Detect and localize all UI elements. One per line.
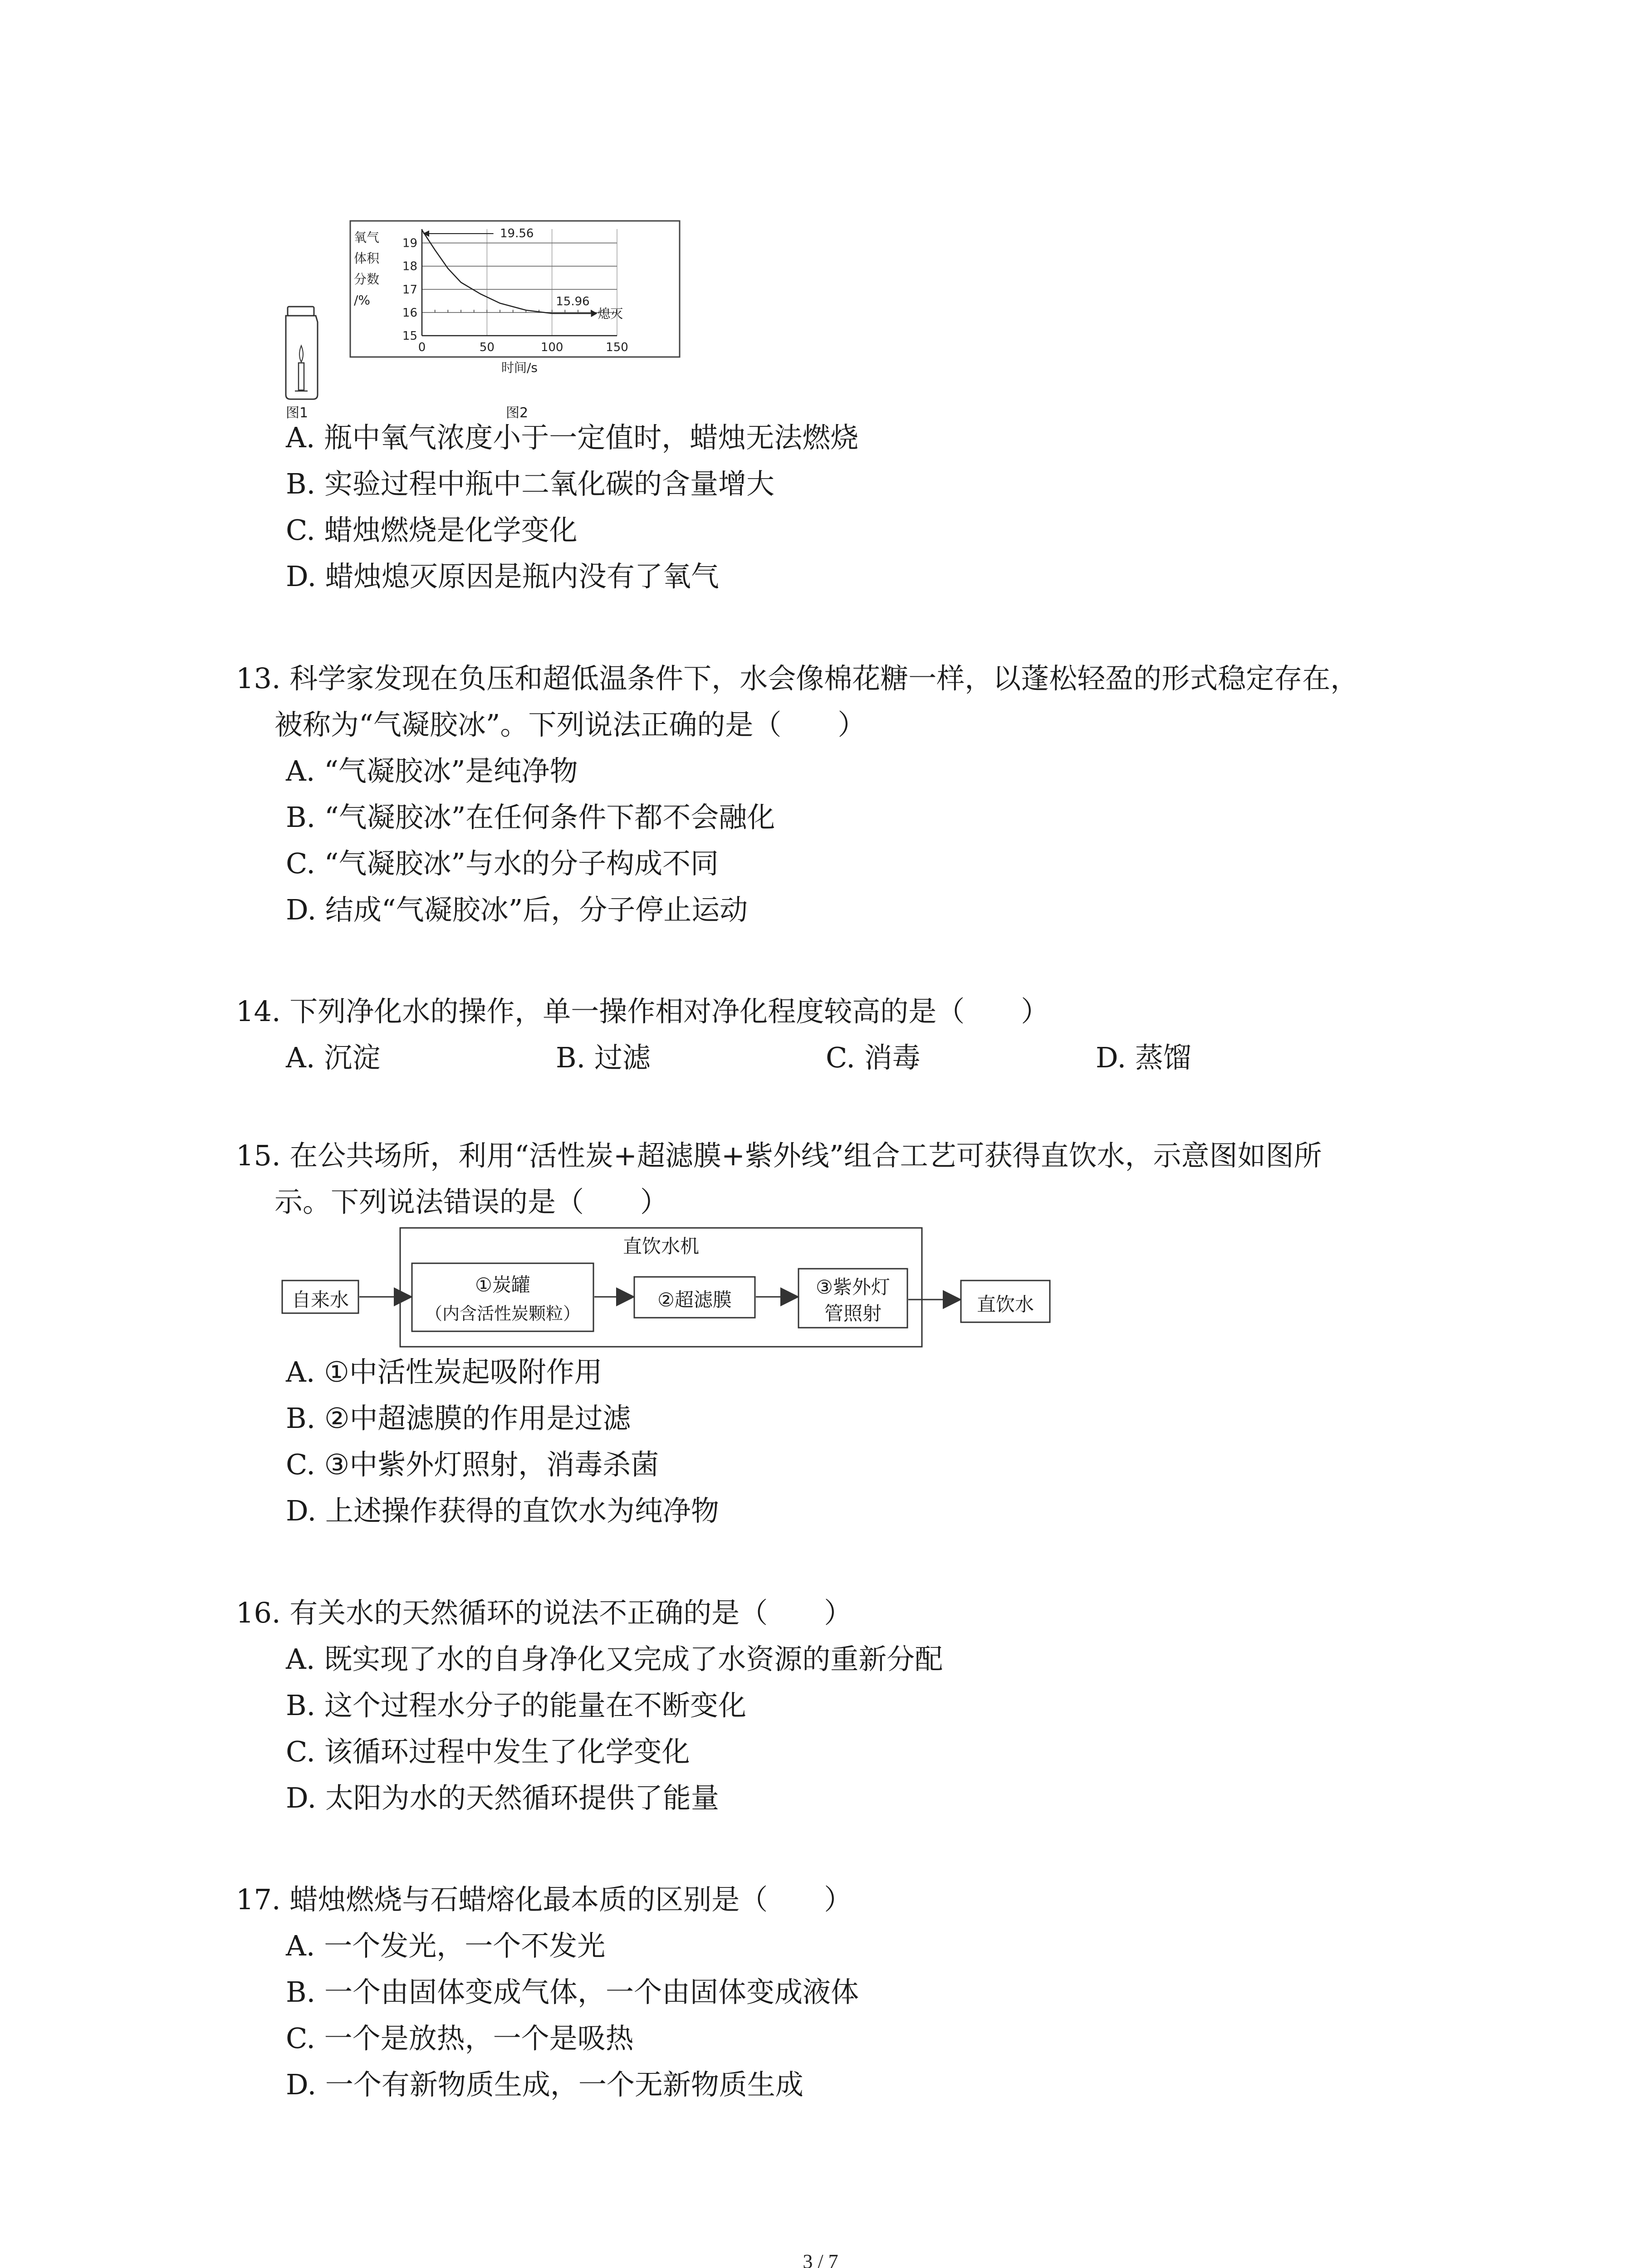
q17-option-c: C. 一个是放热，一个是吸热 [286,2022,634,2055]
end-value-label: 15.96 [556,294,590,308]
machine-label: 直饮水机 [622,1235,699,1257]
input-label: 自来水 [291,1289,349,1311]
step3-line1: ③紫外灯 [816,1276,890,1298]
page-number: 3 / 7 [803,2250,838,2268]
q16-option-b: B. 这个过程水分子的能量在不断变化 [286,1689,746,1722]
y-axis-label-part: 氧气 [354,230,380,245]
y-axis-label-part: 分数 [354,272,380,287]
q14-option-a: A. 沉淀 [286,1041,381,1074]
y-tick-label: 19 [402,236,417,250]
step1-line2: （内含活性炭颗粒） [425,1304,580,1324]
step2-label: ②超滤膜 [657,1289,732,1311]
q17-option-d: D. 一个有新物质生成，一个无新物质生成 [286,2068,803,2101]
chart-frame [350,221,680,357]
y-tick-label: 16 [402,306,417,320]
fig2-label: 图2 [506,405,529,421]
q12-option-b: B. 实验过程中瓶中二氧化碳的含量增大 [286,467,774,500]
x-tick-label: 100 [540,341,563,354]
q13-stem-line1: 13. 科学家发现在负压和超低温条件下，水会像棉花糖一样，以蓬松轻盈的形式稳定存在， [236,662,1359,695]
q17-stem: 17. 蜡烛燃烧与石蜡熔化最本质的区别是（ ） [236,1883,852,1916]
y-tick-label: 18 [402,259,417,274]
q15-option-c: C. ③中紫外灯照射，消毒杀菌 [286,1448,659,1481]
x-tick-label: 150 [606,341,628,354]
y-axis-label-part: /% [354,293,371,308]
step1-line1: ①炭罐 [475,1274,530,1296]
q15-diagram [281,1227,1053,1349]
output-label: 直饮水 [976,1293,1034,1315]
step3-line2: 管照射 [824,1302,882,1325]
x-tick-label: 50 [479,341,495,354]
oxygen-chart [349,220,681,401]
q15-option-b: B. ②中超滤膜的作用是过滤 [286,1402,631,1435]
q14-option-d: D. 蒸馏 [1096,1041,1191,1074]
q16-option-a: A. 既实现了水的自身净化又完成了水资源的重新分配 [286,1642,943,1676]
q14-option-c: C. 消毒 [826,1041,921,1074]
extinguish-label: 熄灭 [598,306,623,321]
y-tick-label: 15 [402,329,417,343]
q12-figure [281,213,690,422]
q14-stem: 14. 下列净化水的操作，单一操作相对净化程度较高的是（ ） [236,995,1049,1028]
q12-option-c: C. 蜡烛燃烧是化学变化 [286,513,578,547]
q15-stem-line1: 15. 在公共场所，利用“活性炭+超滤膜+紫外线”组合工艺可获得直饮水，示意图如图所 [236,1139,1322,1172]
q16-stem: 16. 有关水的天然循环的说法不正确的是（ ） [236,1596,852,1629]
y-tick-label: 17 [402,283,417,297]
q17-option-b: B. 一个由固体变成气体，一个由固体变成液体 [286,1975,859,2009]
fig1-label: 图1 [286,405,309,421]
q15-stem-line2: 示。下列说法错误的是（ ） [274,1185,669,1218]
q15-option-a: A. ①中活性炭起吸附作用 [286,1355,603,1388]
q16-option-c: C. 该循环过程中发生了化学变化 [286,1735,690,1768]
q15-option-d: D. 上述操作获得的直饮水为纯净物 [286,1494,719,1527]
q13-option-b: B. “气凝胶冰”在任何条件下都不会融化 [286,801,775,834]
end-arrowhead [591,310,598,317]
start-value-label: 19.56 [500,227,534,241]
q16-option-d: D. 太阳为水的天然循环提供了能量 [286,1781,719,1814]
q12-option-d: D. 蜡烛熄灭原因是瓶内没有了氧气 [286,560,719,593]
q17-option-a: A. 一个发光，一个不发光 [286,1929,606,1962]
x-tick-label: 0 [418,341,426,354]
q13-option-a: A. “气凝胶冰”是纯净物 [286,754,578,787]
q14-option-b: B. 过滤 [556,1041,651,1074]
q12-option-a: A. 瓶中氧气浓度小于一定值时，蜡烛无法燃烧 [286,421,859,454]
jar-candle-illustration [281,304,322,404]
y-axis-label-part: 体积 [354,251,380,266]
q13-option-c: C. “气凝胶冰”与水的分子构成不同 [286,847,719,880]
q13-stem-line2: 被称为“气凝胶冰”。下列说法正确的是（ ） [274,708,866,741]
x-axis-label: 时间/s [501,360,538,375]
q13-option-d: D. 结成“气凝胶冰”后，分子停止运动 [286,893,748,926]
